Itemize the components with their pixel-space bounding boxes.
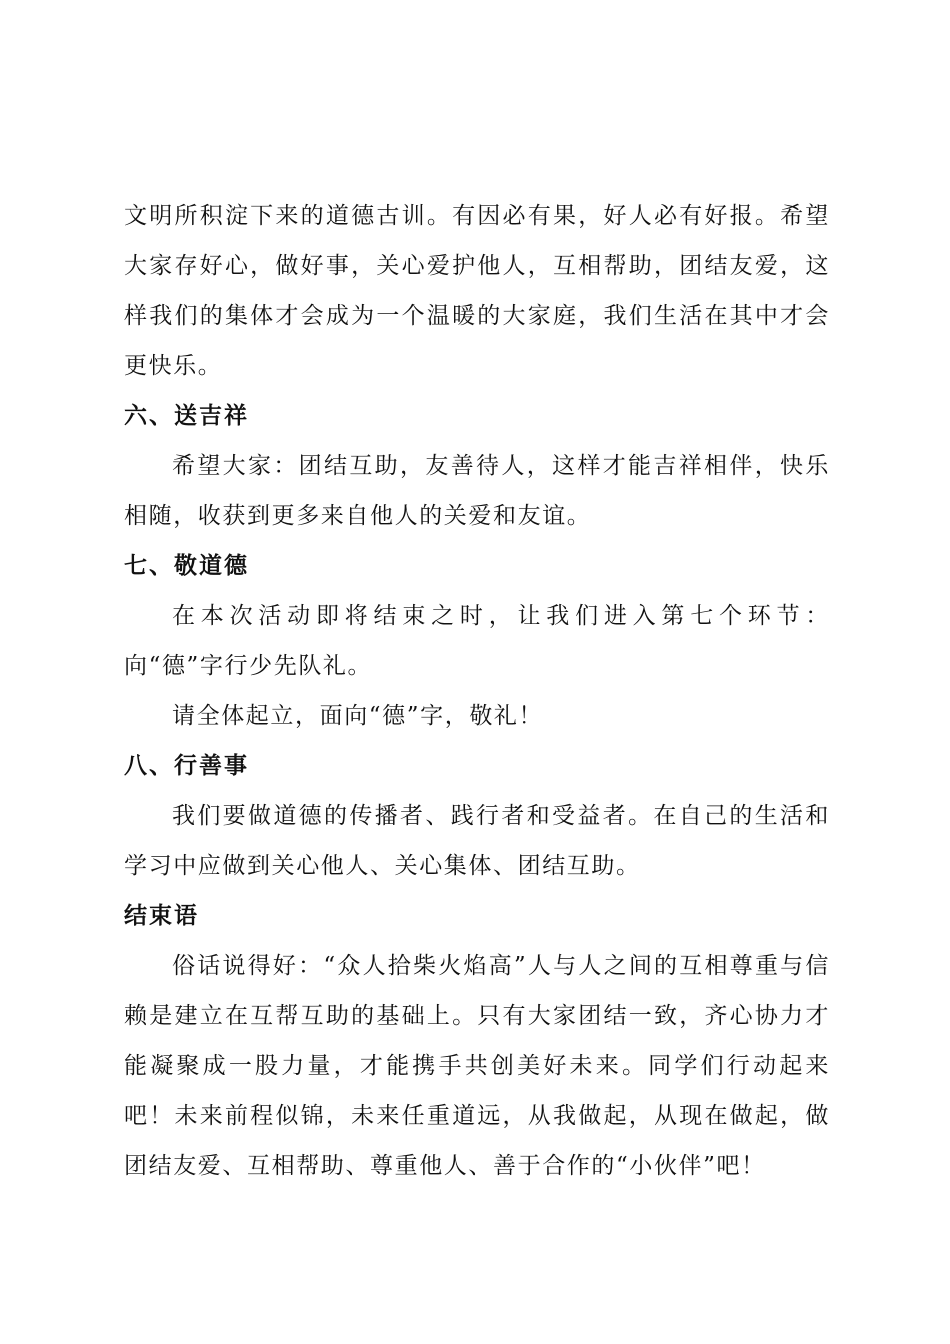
section-heading: 结束语 [124, 903, 199, 929]
document-body [124, 191, 830, 1191]
paragraph: 我们要做道德的传播者、践行者和受益者。在自己的生活和学习中应做到关心他人、关心集体、团结互助。 [124, 803, 830, 879]
section-heading: 六、送吉祥 [124, 403, 249, 429]
paragraph: 文明所积淀下来的道德古训。有因必有果，好人必有好报。希望大家存好心，做好事，关心爱护他人，互相帮助，团结友爱，这样我们的集体才会成为一个温暖的大家庭，我们生活在其中才会更快乐。 [124, 203, 830, 379]
paragraph: 希望大家：团结互助，友善待人，这样才能吉祥相伴，快乐相随，收获到更多来自他人的关爱和友谊。 [124, 453, 830, 529]
section-heading: 八、行善事 [124, 753, 249, 779]
paragraph: 俗话说得好：“众人拾柴火焰高”人与人之间的互相尊重与信赖是建立在互帮互助的基础上。只有大家团结一致，齐心协力才能凝聚成一股力量，才能携手共创美好未来。同学们行动起来吧！未来前程似锦，未来任重道远，从我做起，从现在做起，做团结友爱、互相帮助、尊重他人、善于合作的“小伙伴”吧！ [124, 953, 830, 1179]
paragraph: 在本次活动即将结束之时，让我们进入第七个环节：向“德”字行少先队礼。 [124, 603, 830, 679]
paragraph: 请全体起立，面向“德”字，敬礼！ [172, 703, 544, 729]
section-heading: 七、敬道德 [124, 553, 249, 579]
